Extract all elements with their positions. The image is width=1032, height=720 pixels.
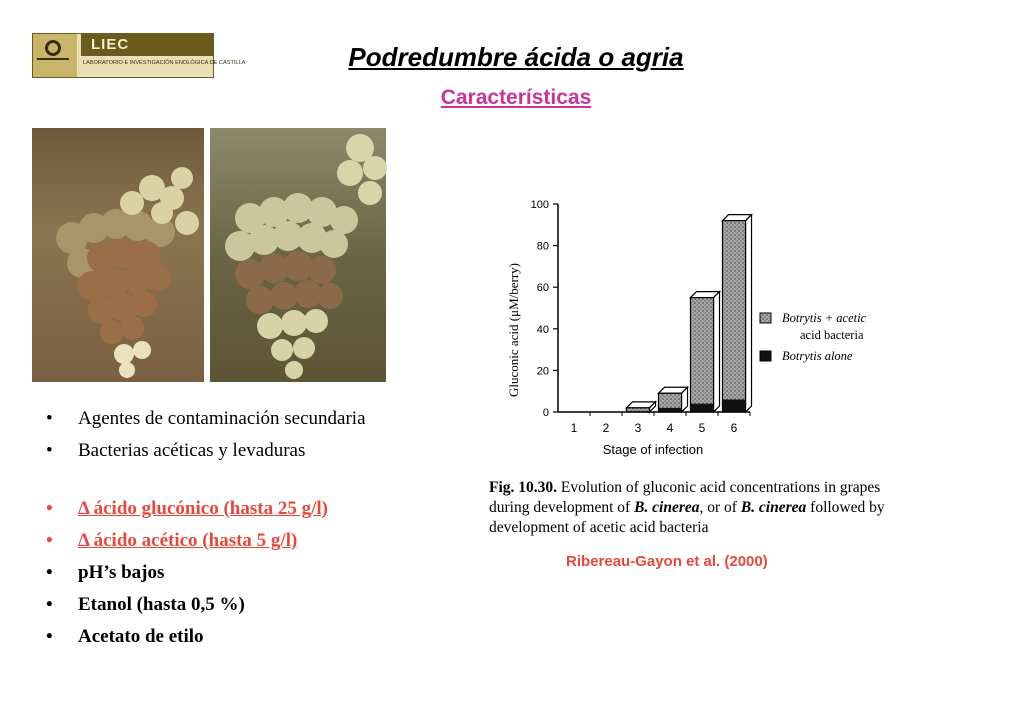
grape-photo-right — [210, 128, 386, 382]
caption-text: Evolution of gluconic acid concentrations in grapes during development of — [489, 479, 881, 516]
chart-legend — [760, 311, 867, 363]
y-tick-label: 40 — [536, 323, 549, 336]
x-tick-label: 2 — [602, 421, 610, 435]
bullet-item: • pH’s bajos — [46, 559, 366, 591]
bar-botrytis-acetic — [690, 298, 713, 412]
bullet-item: • Δ ácido glucónico (hasta 25 g/l) — [46, 495, 366, 527]
bullet-item: • Etanol (hasta 0,5 %) — [46, 591, 366, 623]
x-tick-label: 1 — [570, 421, 578, 435]
grape-photo-left — [32, 128, 204, 382]
bar-botrytis-alone — [690, 404, 713, 412]
bar-botrytis-acetic — [722, 221, 745, 412]
legend-swatch-acetic — [760, 313, 771, 323]
y-tick-label: 80 — [536, 240, 549, 253]
y-tick-label: 100 — [530, 199, 549, 211]
citation: Ribereau-Gayon et al. (2000) — [566, 553, 768, 570]
y-tick-label: 0 — [542, 407, 549, 419]
characteristics-list — [46, 405, 366, 655]
chart-y-axis — [531, 199, 558, 419]
x-tick-label: 5 — [698, 421, 706, 435]
y-tick-label: 60 — [536, 282, 549, 295]
legend-swatch-botrytis — [760, 351, 771, 361]
x-tick-label: 4 — [666, 421, 674, 435]
legend-label-acetic: acid bacteria — [800, 328, 864, 342]
bullet-item: • Agentes de contaminación secundaria — [46, 405, 366, 437]
x-tick-label: 6 — [730, 421, 738, 435]
caption-mid: , or of — [699, 499, 737, 516]
bullet-item: • Bacterias acéticas y levaduras — [46, 437, 366, 469]
chart-x-axis — [558, 412, 750, 435]
bar-side — [714, 292, 720, 412]
chart-x-label: Stage of infection — [602, 442, 704, 457]
chart-y-label: Gluconic acid (μM/berry) — [506, 262, 521, 398]
y-tick-label: 20 — [536, 365, 549, 378]
legend-label-botrytis: Botrytis alone — [782, 349, 853, 363]
bar-side — [746, 215, 752, 412]
logo-word: LIEC — [91, 36, 130, 53]
bar-botrytis-alone — [722, 400, 745, 412]
chart-bars — [626, 215, 751, 412]
gluconic-acid-chart — [498, 190, 908, 465]
page-subtitle: Características — [440, 86, 592, 109]
bullet-item: • Δ ácido acético (hasta 5 g/l) — [46, 527, 366, 559]
caption-label: Fig. 10.30. — [489, 479, 558, 496]
caption-italic-1: B. cinerea — [634, 499, 700, 516]
caption-end: followed by development of acetic acid bacteria — [489, 499, 885, 536]
x-tick-label: 3 — [634, 421, 642, 435]
logo-subtext: LABORATORIO E INVESTIGACIÓN ENOLÓGICA DE CASTILLA — [83, 60, 246, 66]
figure-caption — [489, 478, 909, 538]
page-title: Podredumbre ácida o agria — [348, 42, 684, 72]
bullet-item: • Acetato de etilo — [46, 623, 366, 655]
legend-label-acetic: Botrytis + acetic — [782, 311, 867, 325]
caption-italic-2: B. cinerea — [740, 499, 807, 516]
